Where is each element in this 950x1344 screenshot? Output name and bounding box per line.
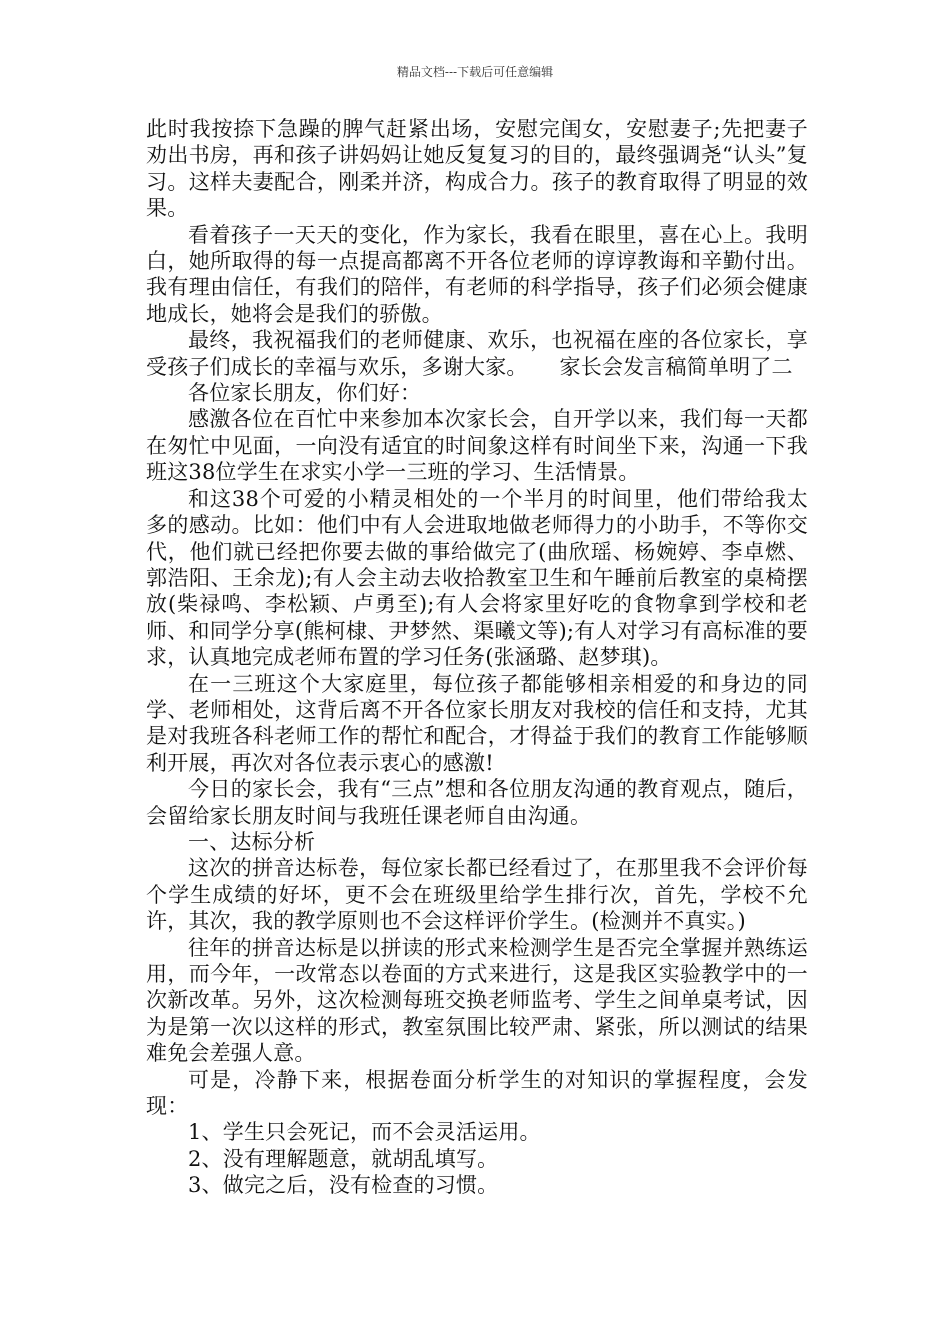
paragraph: 这次的拼音达标卷，每位家长都已经看过了，在那里我不会评价每个学生成绩的好坏，更不会在班级里给学生排行次，首先，学校不允许，其次，我的教学原则也不会这样评价学生。(检测并不真实。) [146,856,808,934]
paragraph: 此时我按捺下急躁的脾气赶紧出场，安慰完闺女，安慰妻子;先把妻子劝出书房，再和孩子讲妈妈让她反复复习的目的，最终强调尧“认头”复习。这样夫妻配合，刚柔并济，构成合力。孩子的教育取得了明显的效果。 [146,117,808,221]
paragraph: 各位家长朋友，你们好： [188,381,422,406]
paragraph: 和这38个可爱的小精灵相处的一个半月的时间里，他们带给我太多的感动。比如：他们中有人会进取地做老师得力的小助手，不等你交代，他们就已经把你要去做的事给做完了(曲欣瑶、杨婉婷、李卓燃、郭浩阳、王余龙);有人会主动去收拾教室卫生和午睡前后教室的桌椅摆放(柴禄鸣、李松颖、卢勇至);有人会将家里好吃的食物拿到学校和老师、和同学分享(熊柯棣、尹梦然、渠曦文等);有人对学习有高标准的要求，认真地完成老师布置的学习任务(张涵璐、赵梦琪)。 [146,486,808,670]
paragraph: 感激各位在百忙中来参加本次家长会，自开学以来，我们每一天都在匆忙中见面，一向没有适宜的时间象这样有时间坐下来，沟通一下我班这38位学生在求实小学一三班的学习、生活情景。 [146,407,808,485]
list-item: 1、学生只会死记，而不会灵活运用。 [188,1120,541,1145]
page-header: 精品文档---下载后可任意编辑 [396,65,554,79]
paragraph: 往年的拼音达标是以拼读的形式来检测学生是否完全掌握并熟练运用，而今年，一改常态以卷面的方式来进行，这是我区实验教学中的一次新改革。另外，这次检测每班交换老师监考、学生之间单桌考试，因为是第一次以这样的形式，教室氛围比较严肃、紧张，所以测试的结果难免会差强人意。 [146,935,808,1066]
paragraph: 可是，冷静下来，根据卷面分析学生的对知识的掌握程度，会发现： [146,1067,808,1119]
paragraph: 在一三班这个大家庭里，每位孩子都能够相亲相爱的和身边的同学、老师相处，这背后离不开各位家长朋友对我校的信任和支持，尤其是对我班各科老师工作的帮忙和配合，才得益于我们的教育工作能够顺利开展，再次对各位表示衷心的感激! [146,671,808,775]
paragraph: 今日的家长会，我有“三点”想和各位朋友沟通的教育观点，随后，会留给家长朋友时间与我班任课老师自由沟通。 [146,777,808,828]
section-heading: 一、达标分析 [188,829,316,854]
paragraph: 最终，我祝福我们的老师健康、欢乐，也祝福在座的各位家长，享受孩子们成长的幸福与欢乐，多谢大家。 家长会发言稿简单明了二 [146,328,808,379]
paragraph: 看着孩子一天天的变化，作为家长，我看在眼里，喜在心上。我明白，她所取得的每一点提高都离不开各位老师的谆谆教诲和辛勤付出。我有理由信任，有我们的陪伴，有老师的科学指导，孩子们必须会健康地成长，她将会是我们的骄傲。 [146,222,808,326]
list-item: 3、做完之后，没有检查的习惯。 [188,1173,499,1198]
document-body [146,116,808,1199]
list-item: 2、没有理解题意，就胡乱填写。 [188,1146,499,1171]
